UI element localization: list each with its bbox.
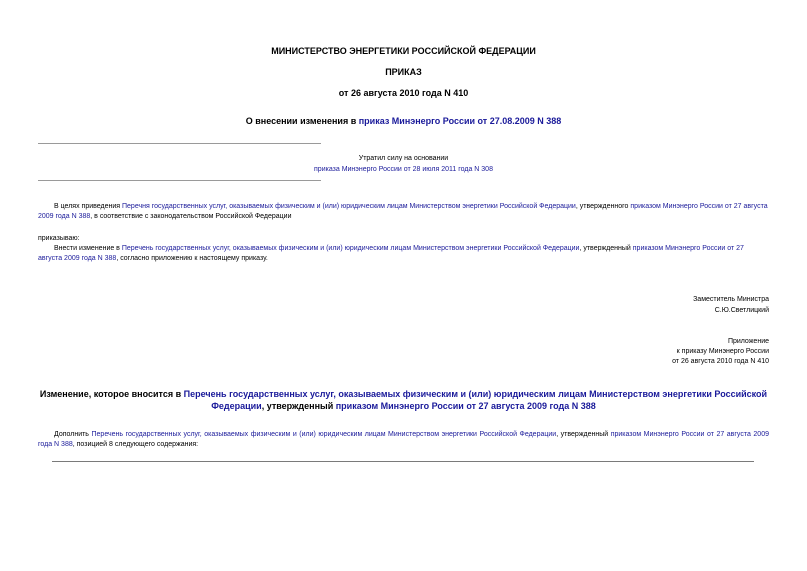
appendix-title-text-a: Изменение, которое вносится в (39, 389, 184, 399)
ministry-title: МИНИСТЕРСТВО ЭНЕРГЕТИКИ РОССИЙСКОЙ ФЕДЕРАЦИИ (271, 46, 536, 56)
signature-name: С.Ю.Светлицкий (714, 307, 769, 314)
notice-link[interactable]: приказа Минэнерго России от 28 июля 2011 года N 308 (314, 166, 493, 173)
body-p1-text-a: В целях приведения (54, 203, 122, 210)
body-p3-link-order[interactable]: приказом Минэнерго России от 27 августа 2009 года N 388 (38, 245, 744, 262)
signature-position: Заместитель Министра (693, 296, 769, 303)
notice-bottom-divider (38, 180, 321, 181)
notice-link-wrap (38, 165, 769, 175)
appendix-p-link-order[interactable]: приказом Минэнерго России от 27 августа 2009 года N 388 (38, 431, 769, 448)
body-p3-text-a: Внести изменение в (54, 245, 122, 252)
doc-subject (0, 116, 807, 127)
appendix-ref-line1: Приложение (727, 338, 769, 345)
appendix-p-link-list[interactable]: Перечень государственных услуг, оказываемых физическим и (или) юридическим лицам Министерством энергетики Российской Федерации (91, 431, 557, 438)
notice-line1: Утратил силу на основании (358, 155, 449, 162)
body-paragraph-2 (38, 244, 769, 264)
appendix-p-text-b: , утвержденный (556, 431, 611, 438)
body-p3-text-c: , согласно приложению к настоящему приказу. (116, 255, 268, 262)
doc-date-number: от 26 августа 2010 года N 410 (338, 88, 469, 98)
body-p3-text-b: , утвержденный (579, 245, 633, 252)
body-p1-text-b: , утвержденного (575, 203, 631, 210)
appendix-ref-line3: от 26 августа 2010 года N 410 (672, 358, 769, 365)
appendix-ref-line2: к приказу Минэнерго России (676, 348, 769, 355)
body-p1-link-order[interactable]: приказом Минэнерго России от 27 августа 2009 года N 388 (38, 203, 768, 220)
body-p1-text-c: , в соответствие с законодательством Российской Федерации (90, 213, 292, 220)
appendix-p-text-c: , позицией 8 следующего содержания: (72, 441, 199, 448)
doc-subject-link[interactable]: приказ Минэнерго России от 27.08.2009 N 388 (358, 116, 562, 126)
body-p3-link-list[interactable]: Перечень государственных услуг, оказываемых физическим и (или) юридическим лицам Министерством энергетики Российской Федерации (121, 245, 580, 252)
body-paragraph-1 (38, 202, 769, 222)
appendix-p-text-a: Дополнить (54, 431, 92, 438)
appendix-title (38, 388, 769, 412)
appendix-title-link-order[interactable]: приказом Минэнерго России от 27 августа 2009 года N 388 (335, 401, 596, 411)
notice-top-divider (38, 143, 321, 144)
doc-type: ПРИКАЗ (385, 67, 422, 77)
appendix-paragraph (38, 430, 769, 450)
body-order-word: приказываю: (38, 235, 80, 242)
appendix-title-text-b: , утвержденный (261, 401, 336, 411)
appendix-title-link-list[interactable]: Перечень государственных услуг, оказываемых физическим и (или) юридическим лицам Министерством энергетики Российской Федерации (183, 389, 768, 411)
body-p1-link-list[interactable]: Перечня государственных услуг, оказываемых физическим и (или) юридическим лицам Министерством энергетики Российской Федерации (122, 203, 576, 210)
appendix-bottom-divider (52, 461, 754, 462)
doc-subject-prefix: О внесении изменения в (245, 116, 359, 126)
